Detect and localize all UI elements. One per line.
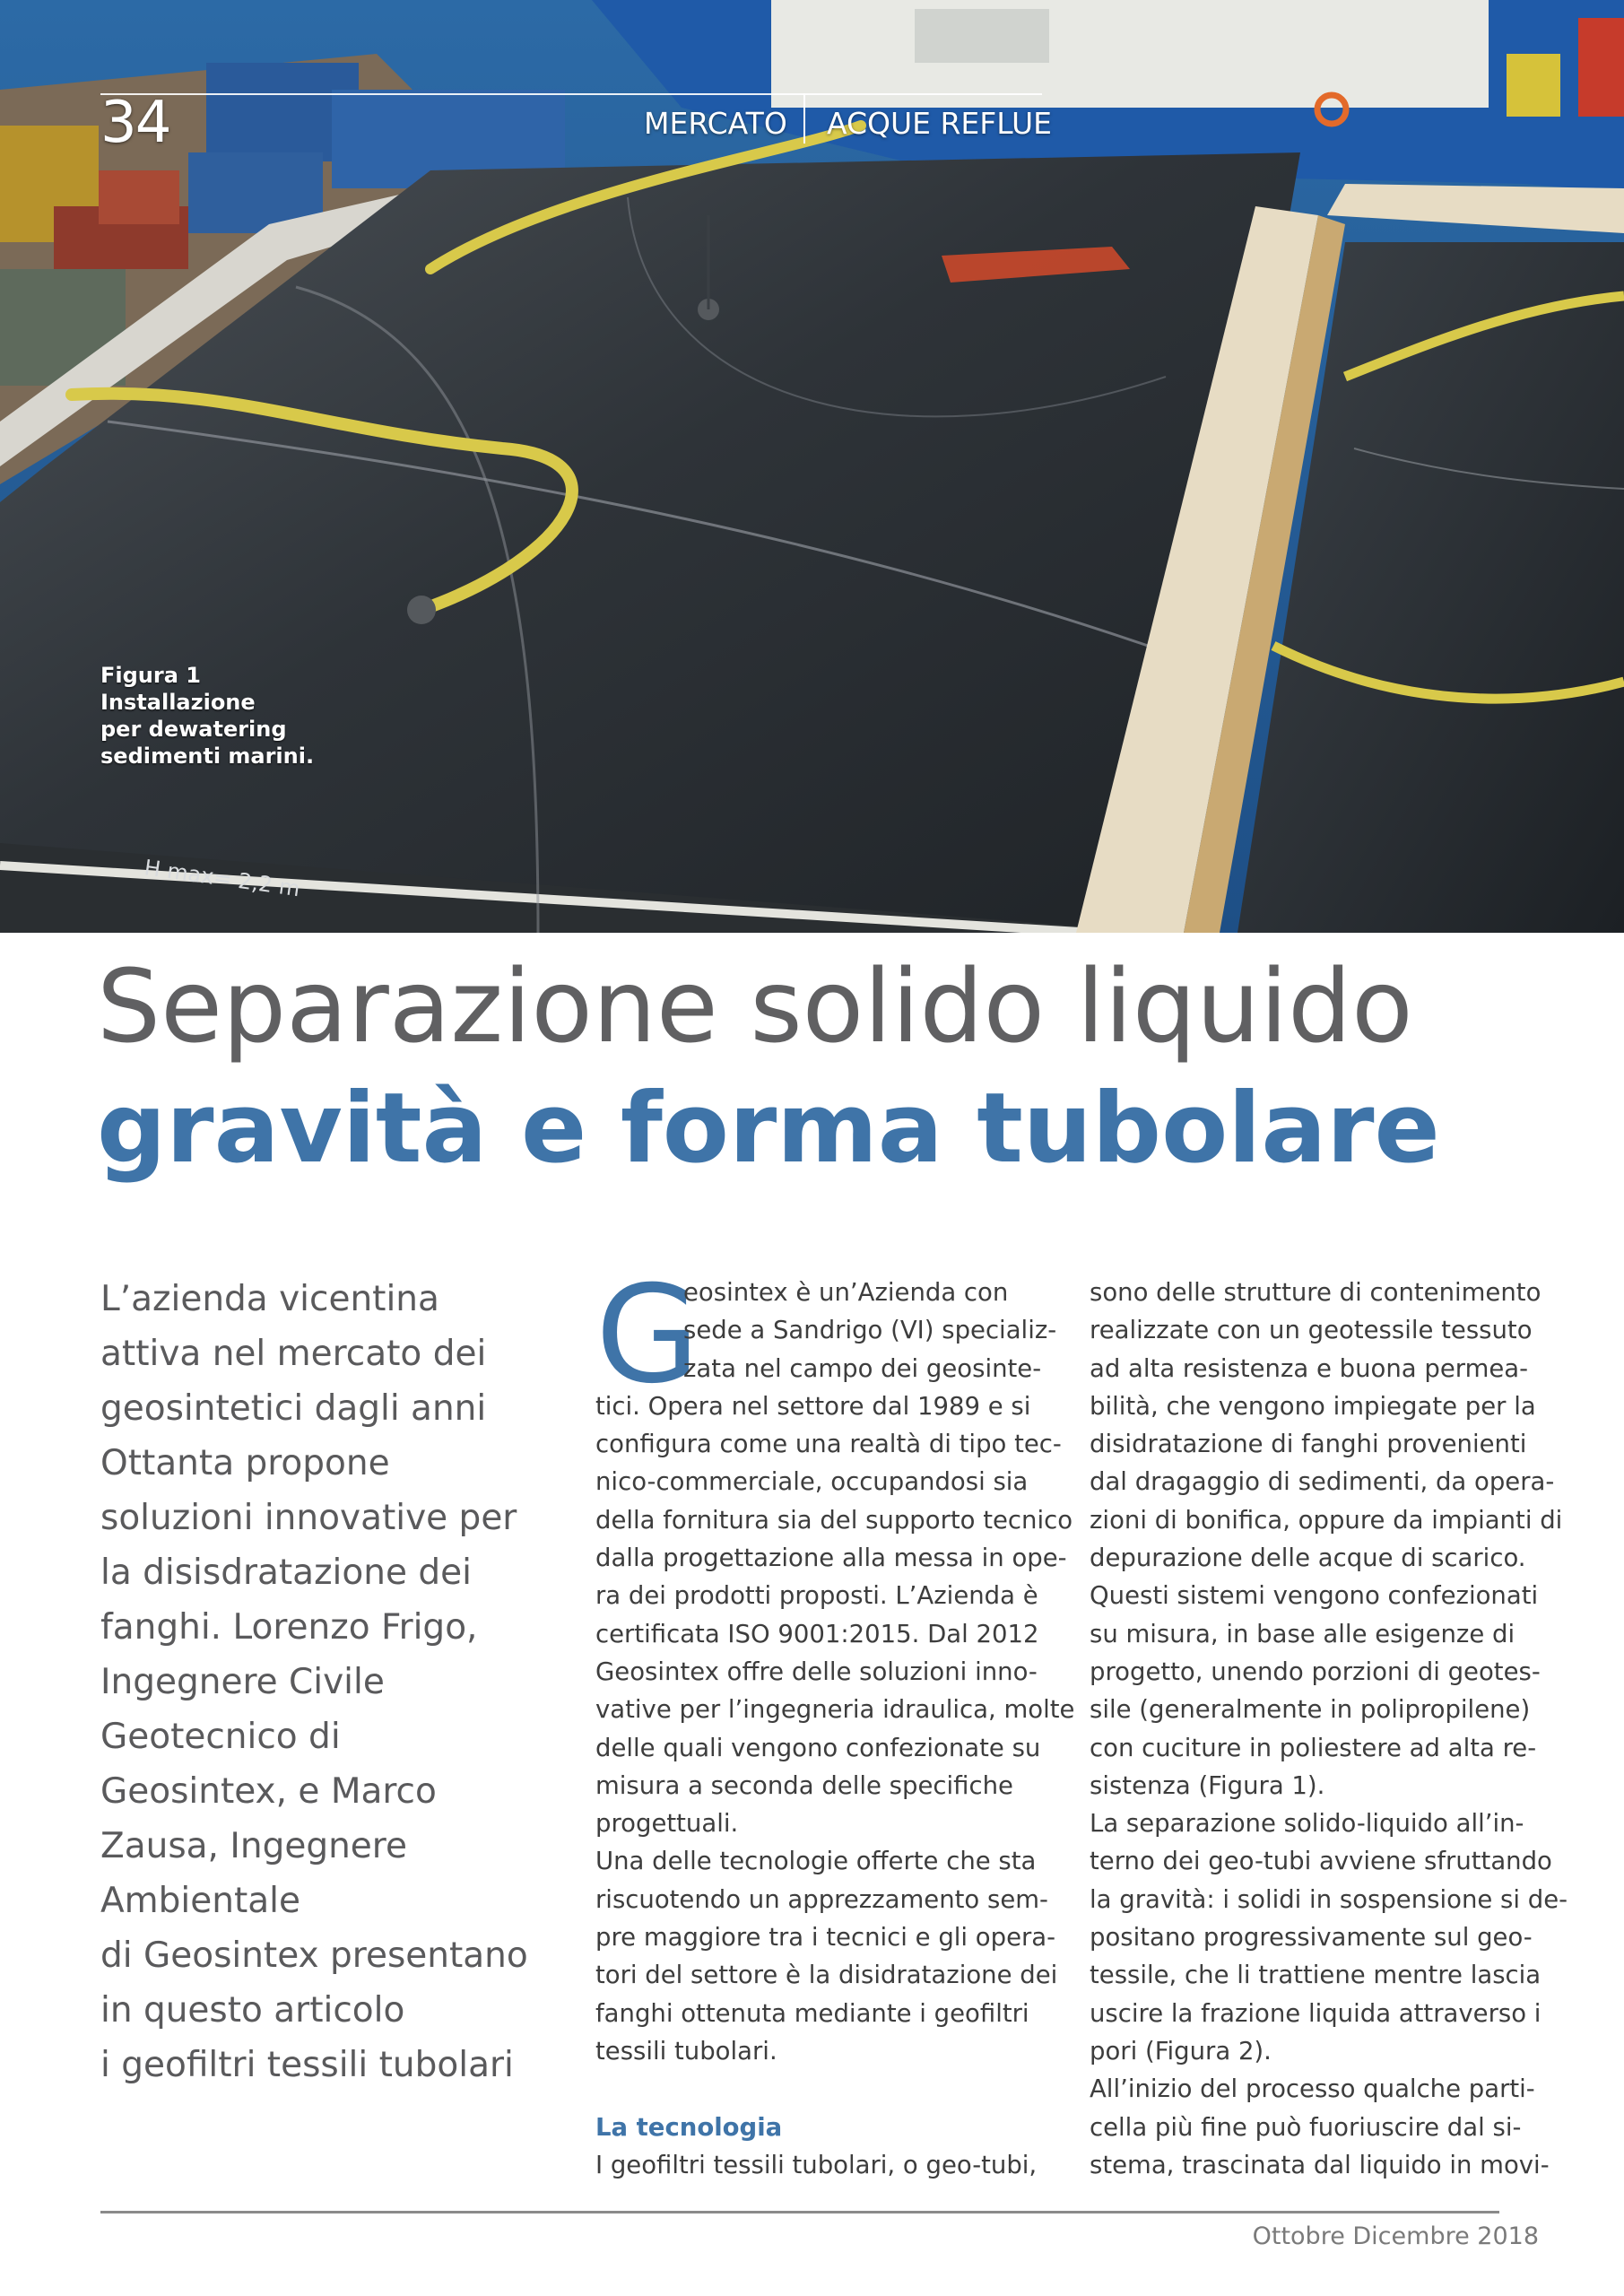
- intro-line: geosintetici dagli anni: [100, 1388, 487, 1429]
- article-title: Separazione solido liquido: [97, 949, 1413, 1065]
- figure-caption: [100, 662, 334, 770]
- body-line: fanghi ottenuta mediante i geofiltri: [595, 1998, 1029, 2028]
- intro-line: Ottanta propone: [100, 1443, 390, 1483]
- body-line: tessili tubolari.: [595, 2036, 777, 2066]
- body-line: sono delle strutture di contenimento: [1090, 1278, 1541, 1307]
- body-line: configura come una realtà di tipo tec-: [595, 1430, 1062, 1459]
- intro-line: Geotecnico di: [100, 1717, 341, 1757]
- intro-line: la disisdratazione dei: [100, 1552, 472, 1593]
- body-line: sistenza (Figura 1).: [1090, 1770, 1325, 1800]
- article-subtitle: gravità e forma tubolare: [97, 1073, 1440, 1185]
- caption-line: Installazione: [100, 690, 256, 715]
- body-line: terno dei geo-tubi avviene sfruttando: [1090, 1847, 1552, 1876]
- body-line: delle quali vengono confezionate su: [595, 1733, 1041, 1762]
- body-line: certificata ISO 9001:2015. Dal 2012: [595, 1619, 1039, 1648]
- body-line: con cuciture in poliestere ad alta re-: [1090, 1733, 1537, 1762]
- intro-line: L’azienda vicentina: [100, 1279, 439, 1319]
- body-line: riscuotendo un apprezzamento sem-: [595, 1884, 1048, 1914]
- section-subheading: La tecnologia: [595, 2112, 783, 2142]
- intro-line: attiva nel mercato dei: [100, 1334, 487, 1374]
- bag-marking-text: H max= 2,2 m: [143, 855, 302, 902]
- body-line: stema, trascinata dal liquido in movi-: [1090, 2150, 1550, 2179]
- body-line: progetto, unendo porzioni di geotes-: [1090, 1657, 1541, 1686]
- body-line: All’inizio del processo qualche parti-: [1090, 2074, 1535, 2104]
- intro-line: i geofiltri tessili tubolari: [100, 2045, 514, 2085]
- body-column-2: [1090, 1274, 1568, 2184]
- body-line: zioni di bonifica, oppure da impianti di: [1090, 1505, 1563, 1535]
- body-line: della fornitura sia del supporto tecnico: [595, 1505, 1073, 1535]
- geotube-ship-illustration: [0, 0, 1624, 933]
- caption-line: sedimenti marini.: [100, 744, 315, 769]
- body-column-1: [595, 1257, 1075, 2184]
- issue-date: Ottobre Dicembre 2018: [1252, 2222, 1539, 2250]
- intro-line: Geosintex, e Marco: [100, 1771, 437, 1812]
- hero-photo: [0, 0, 1624, 933]
- body-line: cella più fine può fuoriuscire dal si-: [1090, 2112, 1522, 2142]
- page-number: 34: [100, 90, 170, 156]
- paragraph-gap: [595, 2070, 1048, 2108]
- body-line: positano progressivamente sul geo-: [1090, 1923, 1533, 1952]
- intro-line: in questo articolo: [100, 1990, 405, 2031]
- section-label: MERCATO: [644, 106, 787, 141]
- body-line: Geosintex offre delle soluzioni inno-: [595, 1657, 1038, 1686]
- body-line: ra dei prodotti proposti. L’Azienda è: [595, 1581, 1038, 1611]
- intro-line: fanghi. Lorenzo Frigo,: [100, 1607, 478, 1648]
- body-line: tori del settore è la disidratazione dei: [595, 1961, 1058, 1990]
- intro-standfirst: [100, 1272, 567, 2092]
- intro-line: Zausa, Ingegnere: [100, 1826, 407, 1866]
- body-line: bilità, che vengono impiegate per la: [1090, 1391, 1536, 1421]
- body-line: disidratazione di fanghi provenienti: [1090, 1430, 1527, 1459]
- body-line: progettuali.: [595, 1809, 739, 1839]
- header-separator: [803, 93, 805, 144]
- body-line: su misura, in base alle esigenze di: [1090, 1619, 1515, 1648]
- body-line: realizzate con un geotessile tessuto: [1090, 1316, 1533, 1345]
- body-line: eosintex è un’Azienda con: [683, 1278, 1009, 1307]
- intro-line: di Geosintex presentano: [100, 1935, 528, 1976]
- body-line: tici. Opera nel settore dal 1989 e si: [595, 1391, 1031, 1421]
- body-line: la gravità: i solidi in sospensione si de-: [1090, 1884, 1568, 1914]
- body-line: nico-commerciale, occupandosi sia: [595, 1467, 1029, 1497]
- body-line: sile (generalmente in polipropilene): [1090, 1695, 1531, 1725]
- header-rule: [100, 93, 1042, 95]
- caption-line: Figura 1: [100, 663, 201, 688]
- subsection-label: ACQUE REFLUE: [827, 106, 1053, 141]
- body-line: Una delle tecnologie offerte che sta: [595, 1847, 1037, 1876]
- body-line: zata nel campo dei geosinte-: [683, 1353, 1042, 1383]
- intro-line: Ambientale: [100, 1881, 300, 1921]
- body-line: ad alta resistenza e buona permea-: [1090, 1353, 1529, 1383]
- footer-rule: [100, 2211, 1499, 2213]
- body-line: La separazione solido-liquido all’in-: [1090, 1809, 1524, 1839]
- drop-cap: G: [595, 1257, 700, 1413]
- intro-line: Ingegnere Civile: [100, 1662, 385, 1702]
- body-line: Questi sistemi vengono confezionati: [1090, 1581, 1539, 1611]
- body-line: I geofiltri tessili tubolari, o geo-tubi,: [595, 2150, 1038, 2179]
- body-line: tessile, che li trattiene mentre lascia: [1090, 1961, 1541, 1990]
- intro-line: soluzioni innovative per: [100, 1498, 517, 1538]
- body-line: sede a Sandrigo (VI) specializ-: [683, 1316, 1057, 1345]
- body-line: misura a seconda delle specifiche: [595, 1770, 1013, 1800]
- caption-line: per dewatering: [100, 717, 287, 742]
- body-line: pori (Figura 2).: [1090, 2036, 1272, 2066]
- body-line: depurazione delle acque di scarico.: [1090, 1544, 1526, 1573]
- body-line: vative per l’ingegneria idraulica, molte: [595, 1695, 1075, 1725]
- body-line: uscire la frazione liquida attraverso i: [1090, 1998, 1541, 2028]
- body-line: dalla progettazione alla messa in ope-: [595, 1544, 1067, 1573]
- body-line: pre maggiore tra i tecnici e gli opera-: [595, 1923, 1056, 1952]
- body-line: dal dragaggio di sedimenti, da opera-: [1090, 1467, 1555, 1497]
